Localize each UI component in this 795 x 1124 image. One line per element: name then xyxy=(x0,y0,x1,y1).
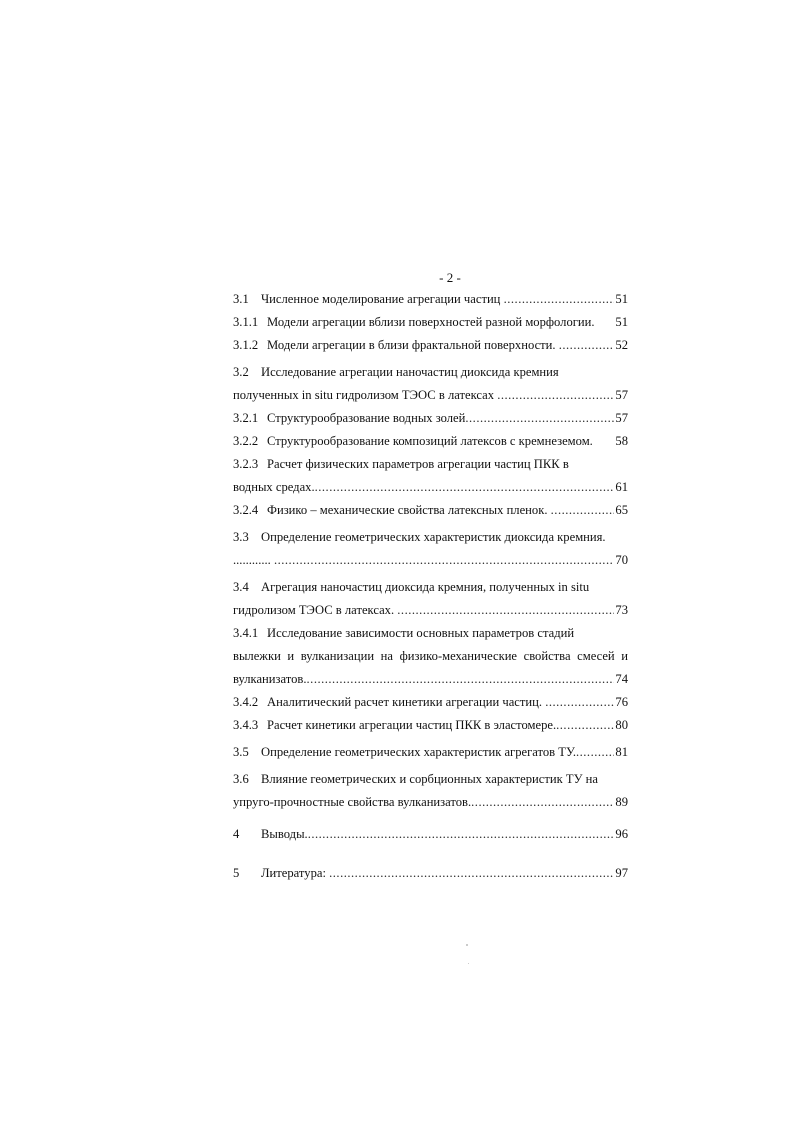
toc-leader-dots xyxy=(308,825,615,843)
toc-entry xyxy=(233,432,628,450)
toc-entry-title: Исследование зависимости основных параметров стадий xyxy=(267,626,575,640)
toc-entry xyxy=(233,336,628,354)
toc-entry-title: Структурообразование водных золей xyxy=(267,411,466,425)
toc-leader-dots xyxy=(497,386,614,404)
toc-entry-title: Численное моделирование агрегации частиц xyxy=(261,292,501,306)
toc-entry-number: 3.5 xyxy=(233,745,249,759)
toc-leader-dots xyxy=(274,551,614,569)
toc-entry-page: 57 xyxy=(615,411,628,425)
toc-entry-number: 3.1.2 xyxy=(233,338,259,352)
toc-entry-number: 3.6 xyxy=(233,772,249,786)
toc-entry-title: Выводы. xyxy=(261,827,308,841)
toc-entry-title: Литература: xyxy=(261,866,326,880)
toc-entry-title: полученных in situ гидролизом ТЭОС в латексах xyxy=(233,388,495,402)
toc-entry-number: 3.1.1 xyxy=(233,315,259,329)
toc-entry-page: 76 xyxy=(615,695,628,709)
toc-entry-number: 3.2.1 xyxy=(233,411,259,425)
toc-entry-title: Модели агрегации в близи фрактальной поверхности. xyxy=(267,338,556,352)
toc-entry-number: 3.2.3 xyxy=(233,457,259,471)
toc-entry-number: 3.4.3 xyxy=(233,718,259,732)
toc-entry xyxy=(233,313,628,331)
toc-entry-number: 3.1 xyxy=(233,292,249,306)
toc-entry-page: 57 xyxy=(615,388,628,402)
toc-leader-dots xyxy=(465,409,614,427)
toc-entry-page: 65 xyxy=(615,503,628,517)
toc-leader-dots xyxy=(307,670,615,688)
toc-entry-number: 3.4 xyxy=(233,580,249,594)
scan-speck xyxy=(466,944,468,946)
toc-leader-dots xyxy=(504,290,615,308)
toc-entry-title: Физико – механические свойства латексных пленок. xyxy=(267,503,548,517)
toc-leader-dots xyxy=(551,501,615,519)
toc-entry xyxy=(233,528,628,546)
toc-entry-page: 89 xyxy=(615,795,628,809)
toc-entry xyxy=(233,624,628,642)
toc-entry xyxy=(233,770,628,788)
toc-entry-page: 70 xyxy=(615,553,628,567)
toc-entry-continuation xyxy=(233,551,628,569)
toc-entry-title: Аналитический расчет кинетики агрегации частиц. xyxy=(267,695,543,709)
toc-entry-number: 3.2 xyxy=(233,365,249,379)
toc-entry-page: 81 xyxy=(615,745,628,759)
toc-entry-title: гидролизом ТЭОС в латексах. xyxy=(233,603,395,617)
toc-entry-title: Расчет кинетики агрегации частиц ПКК в эластомере. xyxy=(267,718,557,732)
toc-leader-dots xyxy=(315,478,615,496)
toc-entry-title: Определение геометрических характеристик агрегатов ТУ. xyxy=(261,745,576,759)
toc-entry-title: вулканизатов. xyxy=(233,672,307,686)
toc-entry-number: 3.2.4 xyxy=(233,503,259,517)
toc-entry-number: 3.3 xyxy=(233,530,249,544)
toc-entry-continuation xyxy=(233,386,628,404)
toc-entry xyxy=(233,693,628,711)
toc-entry-title: Исследование агрегации наночастиц диоксида кремния xyxy=(261,365,559,379)
toc-leader-dots xyxy=(576,743,614,761)
toc-entry-title: Структурообразование композиций латексов с кремнеземом. xyxy=(267,434,593,448)
toc-entry-page: 96 xyxy=(615,827,628,841)
toc-entry xyxy=(233,825,628,843)
page-number: - 2 - xyxy=(439,270,461,285)
toc-leader-dots xyxy=(559,336,615,354)
toc-entry-page: 80 xyxy=(615,718,628,732)
toc-entry-title: упруго-прочностные свойства вулканизатов. xyxy=(233,795,472,809)
toc-entry-title: Определение геометрических характеристик диоксида кремния. xyxy=(261,530,606,544)
toc-entry-page: 61 xyxy=(615,480,628,494)
toc-entry-continuation xyxy=(233,793,628,811)
toc-entry-number: 3.4.1 xyxy=(233,626,259,640)
toc-entry-continuation xyxy=(233,670,628,688)
toc-entry-page: 51 xyxy=(615,315,628,329)
toc-entry-title: Расчет физических параметров агрегации частиц ПКК в xyxy=(267,457,569,471)
toc-entry xyxy=(233,864,628,882)
toc-entry xyxy=(233,409,628,427)
toc-entry xyxy=(233,455,628,473)
toc-entry xyxy=(233,578,628,596)
toc-entry-title: водных средах. xyxy=(233,480,315,494)
toc-entry-page: 58 xyxy=(615,434,628,448)
toc-entry-continuation xyxy=(233,601,628,619)
toc-entry-page: 74 xyxy=(615,672,628,686)
toc-entry-page: 73 xyxy=(615,603,628,617)
toc-entry-page: 52 xyxy=(615,338,628,352)
toc-entry-title: ............ xyxy=(233,553,271,567)
toc-entry-page: 51 xyxy=(615,292,628,306)
scan-speck xyxy=(468,963,469,964)
toc-leader-dots xyxy=(545,693,614,711)
toc-leader-dots xyxy=(329,864,614,882)
toc-entry-number: 4 xyxy=(233,827,240,841)
toc-entry-title: Агрегация наночастиц диоксида кремния, полученных in situ xyxy=(261,580,590,594)
toc-entry-title: вылежки и вулканизации на физико-механические свойства смесей и xyxy=(233,649,628,663)
toc-leader-dots xyxy=(556,716,614,734)
toc-entry-page: 97 xyxy=(615,866,628,880)
toc-entry-continuation xyxy=(233,478,628,496)
toc-entry xyxy=(233,743,628,761)
toc-entry xyxy=(233,501,628,519)
toc-entry-number: 3.2.2 xyxy=(233,434,259,448)
toc-entry xyxy=(233,290,628,308)
toc-leader-dots xyxy=(397,601,614,619)
toc-entry xyxy=(233,716,628,734)
toc-entry-number: 5 xyxy=(233,866,240,880)
toc-entry-title: Влияние геометрических и сорбционных характеристик ТУ на xyxy=(261,772,598,786)
toc-entry xyxy=(233,363,628,381)
toc-leader-dots xyxy=(471,793,614,811)
toc-entry-continuation xyxy=(233,647,628,665)
toc-entry-number: 3.4.2 xyxy=(233,695,259,709)
toc-entry-title: Модели агрегации вблизи поверхностей разной морфологии. xyxy=(267,315,595,329)
